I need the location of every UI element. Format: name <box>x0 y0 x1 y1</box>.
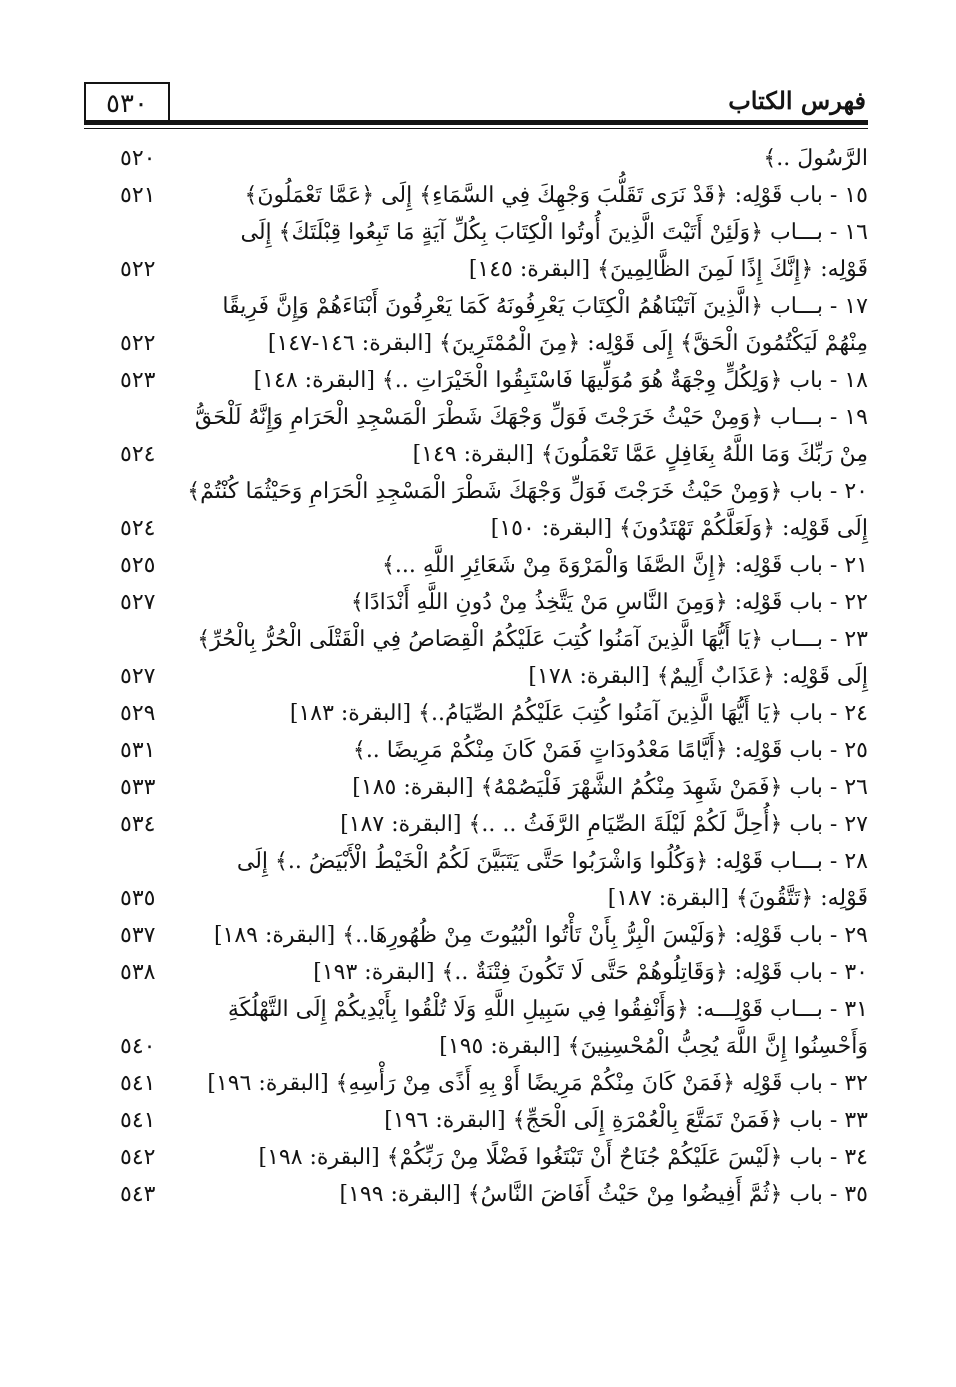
toc-entry-text: ٣١ - بـــاب قَوْلِـــه: ﴿وَأَنْفِقُوا فِي سَبِيلِ اللَّهِ وَلَا تُلْقُوا بِأَيْدِيكُمْ إِلَى التَّهْلُكَةِ وَأَحْسِنُوا إِنَّ اللَّهَ يُحِبُّ الْمُحْسِنِينَ﴾ [البقرة: ١٩٥] <box>227 997 868 1059</box>
toc-page-number: ٥٤٠ <box>120 1034 156 1059</box>
toc-entry-text: ٣٥ - باب ﴿ثُمَّ أَفِيضُوا مِنْ حَيْثُ أَفَاضَ النَّاسُ﴾ [البقرة: ١٩٩] <box>339 1182 868 1207</box>
toc-entry <box>84 473 868 547</box>
table-of-contents <box>84 140 868 1213</box>
toc-entry <box>84 1176 868 1213</box>
toc-entry <box>84 1139 868 1176</box>
toc-entry <box>84 732 868 769</box>
toc-page-number: ٥٣٥ <box>120 886 156 911</box>
toc-entry-text: ٣٣ - باب ﴿فَمَنْ تَمَتَّعَ بِالْعُمْرَةِ إِلَى الْحَجِّ﴾ [البقرة: ١٩٦] <box>384 1108 868 1133</box>
toc-page-number: ٥٢٢ <box>120 331 156 356</box>
toc-page-number: ٥٤٣ <box>120 1182 156 1207</box>
header-rule-thick <box>84 120 868 125</box>
toc-page-number: ٥٢٩ <box>120 701 156 726</box>
toc-entry-text: ٣٤ - باب ﴿لَيْسَ عَلَيْكُمْ جُنَاحٌ أَنْ تَبْتَغُوا فَضْلًا مِنْ رَبِّكُمْ﴾ [البقرة: ١٩٨] <box>258 1145 868 1170</box>
toc-page-number: ٥٣٨ <box>120 960 156 985</box>
toc-page-number: ٥٢٥ <box>120 553 156 578</box>
toc-entry-text: ١٨ - باب ﴿وَلِكُلٍّ وِجْهَةٌ هُوَ مُوَلِّيهَا فَاسْتَبِقُوا الْخَيْرَاتِ ..﴾ [البقرة: ١٤٨] <box>253 368 868 393</box>
toc-entry-text: ٢٦ - باب ﴿فَمَنْ شَهِدَ مِنْكُمُ الشَّهْرَ فَلْيَصُمْهُ﴾ [البقرة: ١٨٥] <box>352 775 868 800</box>
toc-entry <box>84 399 868 473</box>
toc-page-number: ٥٢٠ <box>120 146 156 171</box>
toc-entry-text: ٢٥ - باب قَوْلِه: ﴿أَيَّامًا مَعْدُودَاتٍ فَمَنْ كَانَ مِنْكُمْ مَرِيضًا ..﴾ <box>352 738 868 763</box>
toc-entry-text: ١٥ - باب قَوْلِه: ﴿قَدْ نَرَى تَقَلُّبَ وَجْهِكَ فِي السَّمَاءِ﴾ إِلَى ﴿عَمَّا تَعْمَلُونَ﴾ <box>244 183 868 208</box>
toc-entry-text: ٣٠ - باب قَوْلِه: ﴿وَقَاتِلُوهُمْ حَتَّى لَا تَكُونَ فِتْنَةٌ ..﴾ [البقرة: ١٩٣] <box>313 960 868 985</box>
toc-page-number: ٥٢٢ <box>120 257 156 282</box>
toc-page-number: ٥٢٧ <box>120 590 156 615</box>
toc-entry <box>84 843 868 917</box>
toc-entry-text: ٢١ - باب قَوْلِه: ﴿إِنَّ الصَّفَا وَالْمَرْوَةَ مِنْ شَعَائِرِ اللَّهِ ...﴾ <box>382 553 868 578</box>
toc-page-number: ٥٤٢ <box>120 1145 156 1170</box>
toc-entry-text: الرَّسُولَ ..﴾ <box>763 146 868 171</box>
toc-page-number: ٥٢٤ <box>120 442 156 467</box>
toc-entry <box>84 547 868 584</box>
toc-entry-text: ٢٧ - باب ﴿أُحِلَّ لَكُمْ لَيْلَةَ الصِّيَامِ الرَّفَثُ .. ..﴾ [البقرة: ١٨٧] <box>340 812 868 837</box>
toc-page-number: ٥٢٤ <box>120 516 156 541</box>
toc-entry <box>84 140 868 177</box>
toc-page-number: ٥٤١ <box>120 1108 156 1133</box>
toc-entry-text: ٢٣ - بـــاب ﴿يَا أَيُّهَا الَّذِينَ آمَنُوا كُتِبَ عَلَيْكُمُ الْقِصَاصُ فِي الْقَتْلَى الْحُرُّ بِالْحُرِّ﴾ إِلَى قَوْلِه: ﴿عَذَابٌ أَلِيمٌ﴾ [البقرة: ١٧٨] <box>197 627 868 689</box>
toc-entry-text: ٣٢ - باب قَوْلِه ﴿فَمَنْ كَانَ مِنْكُمْ مَرِيضًا أَوْ بِهِ أَذًى مِنْ رَأْسِهِ﴾ [البقرة: ١٩٦] <box>207 1071 868 1096</box>
toc-entry <box>84 917 868 954</box>
toc-page-number: ٥٢١ <box>120 183 156 208</box>
toc-entry <box>84 214 868 288</box>
toc-entry-text: ٢٩ - باب قَوْلِه: ﴿وَلَيْسَ الْبِرُّ بِأَنْ تَأْتُوا الْبُيُوتَ مِنْ ظُهُورِهَا..﴾ [البقرة: ١٨٩] <box>213 923 868 948</box>
toc-entry-text: ١٩ - بـــاب ﴿وَمِنْ حَيْثُ خَرَجْتَ فَوَلِّ وَجْهَكَ شَطْرَ الْمَسْجِدِ الْحَرَامِ وَإِنَّهُ لَلْحَقُّ مِنْ رَبِّكَ وَمَا اللَّهُ بِغَافِلٍ عَمَّا تَعْمَلُونَ﴾ [البقرة: ١٤٩] <box>194 405 868 467</box>
toc-entry <box>84 362 868 399</box>
toc-entry <box>84 177 868 214</box>
toc-entry <box>84 1102 868 1139</box>
toc-entry <box>84 991 868 1065</box>
toc-entry <box>84 954 868 991</box>
toc-entry-text: ٢٠ - باب ﴿وَمِنْ حَيْثُ خَرَجْتَ فَوَلِّ وَجْهَكَ شَطْرَ الْمَسْجِدِ الْحَرَامِ وَحَيْثُمَا كُنْتُمْ﴾ إِلَى قَوْلِه: ﴿وَلَعَلَّكُمْ تَهْتَدُونَ﴾ [البقرة: ١٥٠] <box>187 479 868 541</box>
toc-entry <box>84 806 868 843</box>
toc-entry-text: ٢٨ - بـــاب قَوْلِه: ﴿وَكُلُوا وَاشْرَبُوا حَتَّى يَتَبَيَّنَ لَكُمُ الْخَيْطُ الْأَبْيَضُ ..﴾ إِلَى قَوْلِه: ﴿تَتَّقُونَ﴾ [البقرة: ١٨٧] <box>236 849 868 911</box>
toc-entry-text: ٢٢ - باب قَوْلِه: ﴿وَمِنَ النَّاسِ مَنْ يَتَّخِذُ مِنْ دُونِ اللَّهِ أَنْدَادًا﴾ <box>350 590 868 615</box>
toc-page-number: ٥٢٧ <box>120 664 156 689</box>
toc-entry <box>84 621 868 695</box>
toc-entry-text: ٢٤ - باب ﴿يَا أَيُّهَا الَّذِينَ آمَنُوا كُتِبَ عَلَيْكُمُ الصِّيَامُ..﴾ [البقرة: ١٨٣] <box>289 701 868 726</box>
toc-entry-text: ١٦ - بـــاب ﴿وَلَئِنْ أَتَيْتَ الَّذِينَ أُوتُوا الْكِتَابَ بِكُلِّ آيَةٍ مَا تَبِعُوا قِبْلَتَكَ﴾ إِلَى قَوْلِه: ﴿إِنَّكَ إِذًا لَمِنَ الظَّالِمِينَ﴾ [البقرة: ١٤٥] <box>240 220 868 282</box>
toc-page-number: ٥٣١ <box>120 738 156 763</box>
toc-page-number: ٥٤١ <box>120 1071 156 1096</box>
running-header-title: فهرس الكتاب <box>728 86 866 115</box>
toc-page-number: ٥٢٣ <box>120 368 156 393</box>
toc-page-number: ٥٣٧ <box>120 923 156 948</box>
page-number: ٥٣٠ <box>84 82 170 124</box>
toc-entry <box>84 769 868 806</box>
toc-entry <box>84 584 868 621</box>
toc-entry <box>84 288 868 362</box>
toc-entry <box>84 1065 868 1102</box>
toc-page-number: ٥٣٤ <box>120 812 156 837</box>
toc-entry <box>84 695 868 732</box>
toc-entry-text: ١٧ - بـــاب ﴿الَّذِينَ آتَيْنَاهُمُ الْكِتَابَ يَعْرِفُونَهُ كَمَا يَعْرِفُونَ أَبْنَاءَهُمْ وَإِنَّ فَرِيقًا مِنْهُمْ لَيَكْتُمُونَ الْحَقَّ﴾ إِلَى قَوْلِه: ﴿مِنَ الْمُمْتَرِينَ﴾ [البقرة: ١٤٦-١٤٧] <box>222 294 868 356</box>
toc-page-number: ٥٣٣ <box>120 775 156 800</box>
header-rule-thin <box>84 128 868 129</box>
